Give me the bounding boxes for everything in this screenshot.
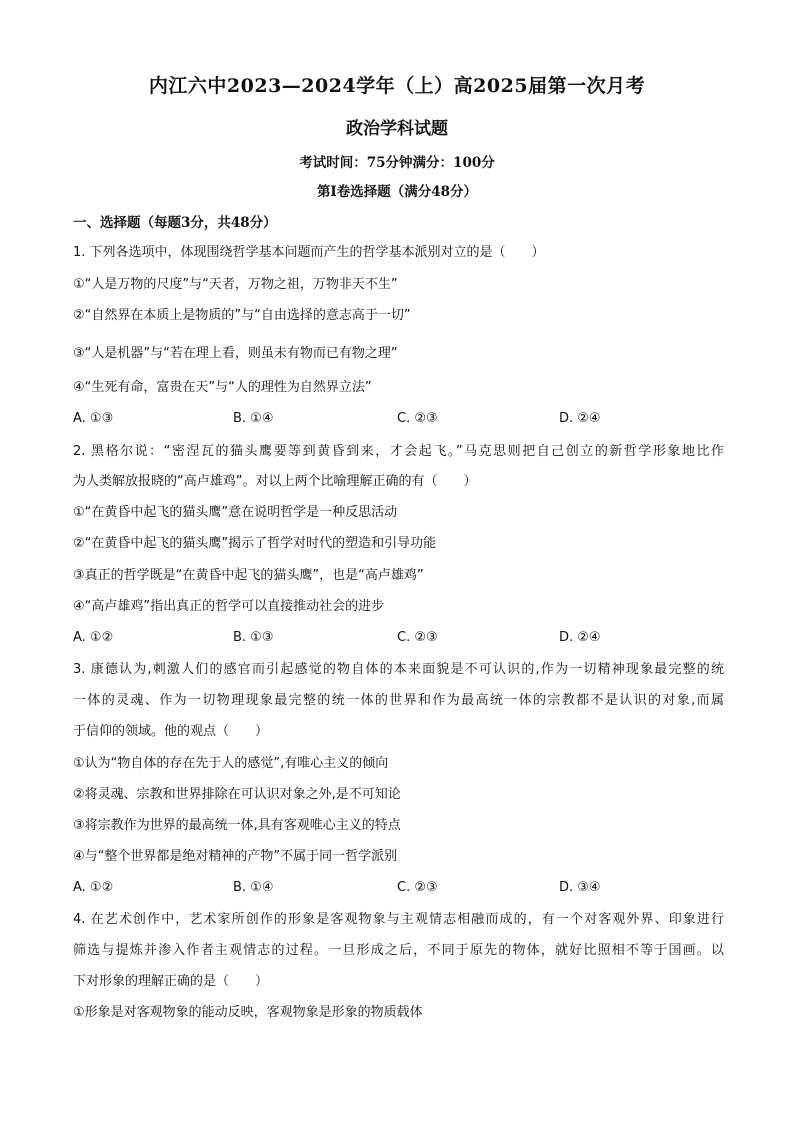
exam-title: 内江六中2023—2024学年（上）高2025届第一次月考	[148, 75, 646, 97]
option-a: A. ①③	[73, 411, 114, 426]
question-2-stem-line-1: 2. 黑格尔说：“密涅瓦的猫头鹰要等到黄昏到来，才会起飞。”马克思则把自己创立的新哲学形象地比作	[73, 444, 724, 459]
option-c: C. ②③	[397, 880, 438, 895]
question-2-item-3: ③真正的哲学既是“在黄昏中起飞的猫头鹰”，也是“高卢雄鸡”	[73, 568, 424, 583]
option-b: B. ①④	[233, 411, 274, 426]
option-c: C. ②③	[397, 411, 438, 426]
option-c: C. ②③	[397, 630, 438, 645]
question-2-item-1: ①“在黄昏中起飞的猫头鹰”意在说明哲学是一种反思活动	[73, 505, 398, 520]
section-heading: 一、选择题（每题3分，共48分）	[73, 215, 277, 231]
question-3-options	[73, 880, 633, 898]
question-4-stem-line-1: 4. 在艺术创作中，艺术家所创作的形象是客观物象与主观情志相融而成的，有一个对客观外界、印象进行	[73, 912, 724, 927]
question-3-item-1: ①认为“物自体的存在先于人的感觉”,有唯心主义的倾向	[73, 756, 389, 771]
question-2-stem-line-2: 为人类解放报晓的“高卢雄鸡”。对以上两个比喻理解正确的有（ ）	[73, 474, 477, 489]
question-3-item-2: ②将灵魂、宗教和世界排除在可认识对象之外,是不可知论	[73, 787, 401, 802]
question-2-item-2: ②“在黄昏中起飞的猫头鹰”揭示了哲学对时代的塑造和引导功能	[73, 536, 437, 551]
option-d: D. ③④	[559, 880, 601, 895]
question-1-item-4: ④“生死有命，富贵在天”与“人的理性为自然界立法”	[73, 380, 372, 395]
option-a: A. ①②	[73, 630, 114, 645]
option-a: A. ①②	[73, 880, 114, 895]
question-4-item-1: ①形象是对客观物象的能动反映，客观物象是形象的物质载体	[73, 1005, 423, 1020]
question-3-stem-line-2: 一体的灵魂、作为一切物理现象最完整的统一体的世界和作为最高统一体的宗教都不是认识的对象,而属	[73, 693, 724, 708]
question-1-item-1: ①“人是万物的尺度”与“天者，万物之祖，万物非天不生”	[73, 277, 398, 292]
question-3-item-3: ③将宗教作为世界的最高统一体,具有客观唯心主义的特点	[73, 818, 401, 833]
question-2-item-4: ④“高卢雄鸡”指出真正的哲学可以直接推动社会的进步	[73, 599, 385, 614]
question-2-options	[73, 630, 633, 648]
option-b: B. ①④	[233, 880, 274, 895]
question-1-item-2: ②“自然界在本质上是物质的”与“自由选择的意志高于一切”	[73, 308, 411, 323]
option-b: B. ①③	[233, 630, 274, 645]
question-3-stem-line-3: 于信仰的领域。他的观点（ ）	[73, 724, 269, 739]
question-3-stem-line-1: 3. 康德认为,刺激人们的感官而引起感觉的物自体的本来面貌是不可认识的,作为一切精神现象最完整的统	[73, 662, 724, 677]
exam-info: 考试时间：75分钟满分：100分	[299, 155, 495, 171]
question-1-stem: 1. 下列各选项中，体现围绕哲学基本问题而产生的哲学基本派别对立的是（ ）	[73, 245, 545, 260]
question-3-item-4: ④与“整个世界都是绝对精神的产物”不属于同一哲学派别	[73, 849, 398, 864]
option-d: D. ②④	[559, 411, 601, 426]
option-d: D. ②④	[559, 630, 601, 645]
subject-title: 政治学科试题	[346, 119, 448, 139]
part-heading: 第Ⅰ卷选择题（满分48分）	[316, 184, 478, 200]
question-4-stem-line-2: 筛选与提炼并渗入作者主观情志的过程。一旦形成之后，不同于原先的物体，就好比照相不等于国画。以	[73, 943, 724, 958]
question-1-item-3: ③“人是机器”与“若在理上看，则虽未有物而已有物之理”	[73, 346, 398, 361]
question-4-stem-line-3: 下对形象的理解正确的是（ ）	[73, 974, 269, 989]
question-1-options	[73, 411, 633, 429]
